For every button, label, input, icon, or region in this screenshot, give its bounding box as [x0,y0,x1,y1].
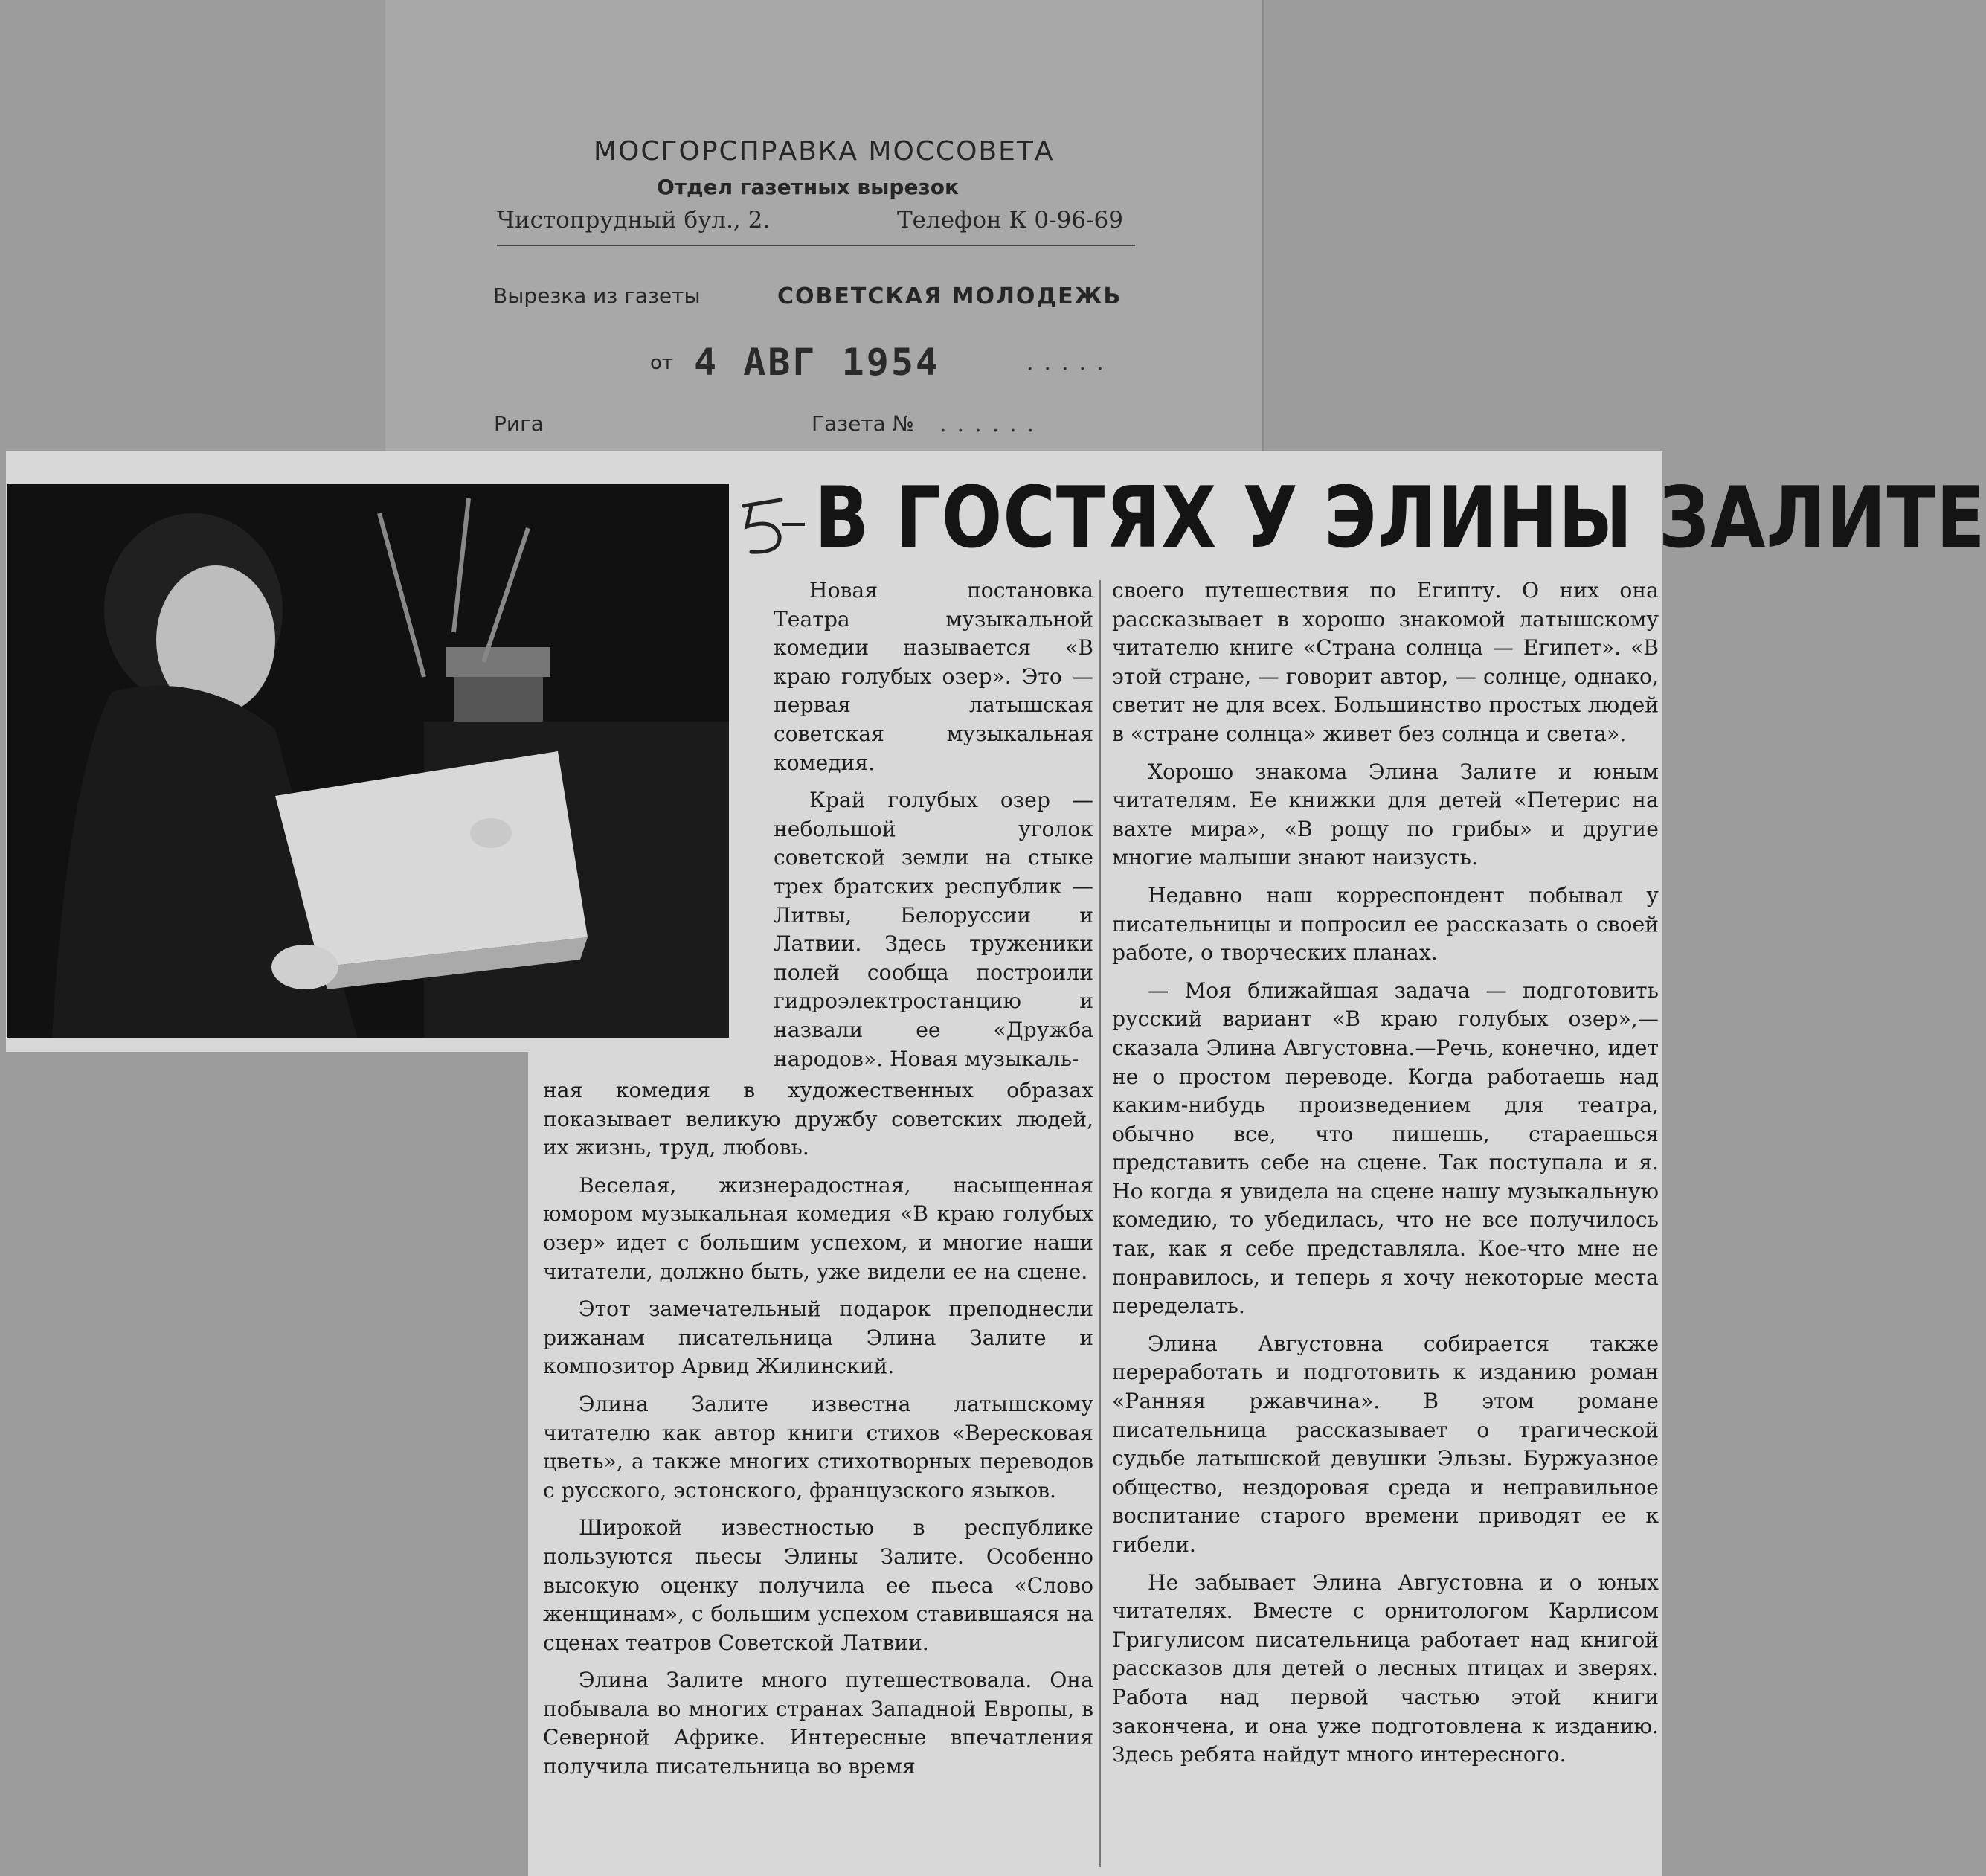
paragraph: Элина Залите много путешествовала. Она побывала во многих странах Западной Европы, в Северной Африке. Интересные впечатления получила писательница во время [543,1668,1093,1779]
paragraph: Этот замечательный подарок преподнесли рижанам писательница Элина Залите и композитор Арвид Жилинский. [543,1297,1093,1379]
handwritten-mark [736,491,807,558]
column-1-top [774,576,1093,1082]
column-2 [1112,576,1659,1779]
column-1-bottom [543,1076,1093,1790]
paragraph: Веселая, жизнерадостная, насыщенная юмором музыкальная комедия «В краю голубых озер» идет с большим успехом, и многие наши читатели, должно быть, уже видели ее на сцене. [543,1172,1093,1284]
paragraph: Элина Залите известна латышскому читателю как автор книги стихов «Вересковая цветь», а также многих стихотворных переводов с русского, эстонского, французского языков. [543,1391,1093,1503]
newspaper-name: СОВЕТСКАЯ МОЛОДЕЖЬ [777,283,1122,309]
header-rule [497,245,1135,246]
paragraph: Хорошо знакома Элина Залите и юным читателям. Ее книжки для детей «Петерис на вахте мира», «В рощу по грибы» и другие многие малыши знают наизусть. [1112,759,1659,870]
department-name: Отдел газетных вырезок [657,175,959,199]
portrait-photo [7,484,729,1038]
paragraph: Недавно наш корреспондент побывал у писательницы и попросил ее рассказать о своей работе, о творческих планах. [1112,882,1659,966]
date-dots: ..... [1026,350,1114,376]
phone: Телефон К 0-96-69 [897,207,1123,234]
clipping-label: Вырезка из газеты [493,283,701,308]
gazeta-number-dots: ...... [939,411,1045,437]
city: Рига [494,411,544,436]
column-divider [1099,580,1101,1867]
paragraph: ная комедия в художественных образах показывает великую дружбу советских людей, их жизнь, труд, любовь. [543,1078,1093,1160]
paragraph: Край голубых озер — небольшой уголок советской земли на стыке трех братских республик — Литвы, Белоруссии и Латвии. Здесь труженики полей сообща построили гидроэлектростанцию и назвали ее «Дружба народов». Новая музыкаль- [774,788,1093,1071]
address: Чистопрудный бул., 2. [497,207,771,234]
paragraph: Широкой известностью в республике пользуются пьесы Элины Залите. Особенно высокую оценку получила ее пьеса «Слово женщинам», с большим успехом ставившаяся на сценах театров Советской Латвии. [543,1515,1093,1655]
article-headline: В ГОСТЯХ У ЭЛИНЫ ЗАЛИТЕ [814,469,1986,568]
date-prefix: от [650,352,674,374]
paragraph: Не забывает Элина Августовна и о юных читателях. Вместе с орнитологом Карлисом Григулисом писательница работает над книгой рассказов для детей о лесных птицах и зверях. Работа над первой частью этой книги закончена, и она уже подготовлена к изданию. Здесь ребята найдут много интересного. [1112,1570,1659,1767]
paragraph: своего путешествия по Египту. О них она рассказывает в хорошо знакомой латышскому читателю книге «Страна солнца — Египет». «В этой стране, — говорит автор, — солнце, однако, светит не для всех. Большинство простых людей в «стране солнца» живет без солнца и света». [1112,578,1659,746]
date-stamp: 4 АВГ 1954 [694,341,941,384]
agency-name: МОСГОРСПРАВКА МОССОВЕТА [594,136,1055,167]
paragraph: Элина Августовна собирается также переработать и подготовить к изданию роман «Ранняя ржавчина». В этом романе писательница рассказывает о трагической судьбе латышской девушки Эльзы. Буржуазное общество, нездоровая среда и неправильное воспитание старого времени приводят ее к гибели. [1112,1331,1659,1557]
gazeta-number-label: Газета № [812,411,914,436]
paragraph: — Моя ближайшая задача — подготовить русский вариант «В краю голубых озер»,—сказала Элина Августовна.—Речь, конечно, идет не о простом переводе. Когда работаешь над каким-нибудь произведением для театра, обычно все, что пишешь, стараешься представить себе на сцене. Так поступала и я. Но когда я увидела на сцене нашу музыкальную комедию, то убедилась, что не все получилось так, как я себе представляла. Кое-что мне не понравилось, и теперь я хочу некоторые места переделать. [1112,977,1659,1319]
paragraph: Новая постановка Театра музыкальной комедии называется «В краю голубых озер». Это — первая латышская советская музыкальная комедия. [774,578,1093,775]
archive-header-slip [385,0,1264,455]
